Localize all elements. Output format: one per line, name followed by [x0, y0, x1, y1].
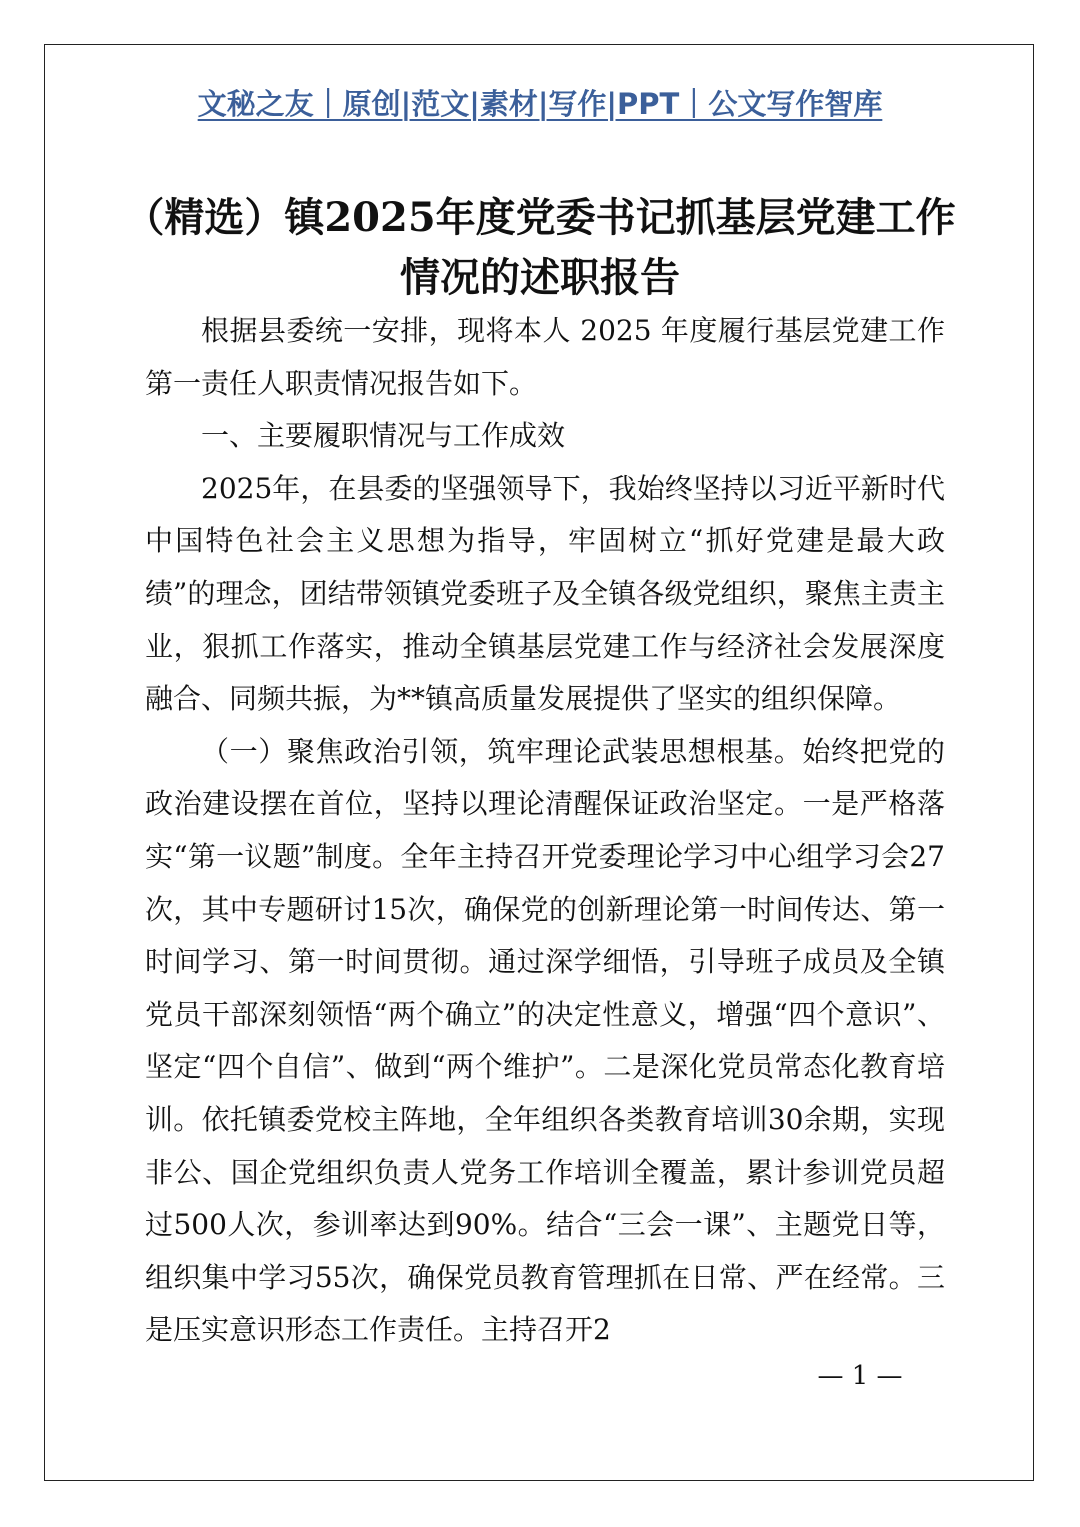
document-body: [145, 305, 945, 1357]
paragraph-intro: 根据县委统一安排，现将本人 2025 年度履行基层党建工作第一责任人职责情况报告如下。: [145, 314, 945, 400]
page-number: — 1 —: [817, 1361, 903, 1391]
header-banner[interactable]: 文秘之友｜原创|范文|素材|写作|PPT｜公文写作智库: [197, 87, 883, 121]
document-title: （精选）镇2025年度党委书记抓基层党建工作情况的述职报告: [124, 194, 956, 301]
paragraph-overview: 2025年，在县委的坚强领导下，我始终坚持以习近平新时代中国特色社会主义思想为指导，牢固树立“抓好党建是最大政绩”的理念，团结带领镇党委班子及全镇各级党组织，聚焦主责主业，狠抓工作落实，推动全镇基层党建工作与经济社会发展深度融合、同频共振，为**镇高质量发展提供了坚实的组织保障。: [145, 471, 945, 716]
section-heading: 一、主要履职情况与工作成效: [201, 419, 566, 453]
paragraph-political-guidance: （一）聚焦政治引领，筑牢理论武装思想根基。始终把党的政治建设摆在首位，坚持以理论清醒保证政治坚定。一是严格落实“第一议题”制度。全年主持召开党委理论学习中心组学习会27次，其中专题研讨15次，确保党的创新理论第一时间传达、第一时间学习、第一时间贯彻。通过深学细悟，引导班子成员及全镇党员干部深刻领悟“两个确立”的决定性意义，增强“四个意识”、坚定“四个自信”、做到“两个维护”。二是深化党员常态化教育培训。依托镇委党校主阵地，全年组织各类教育培训30余期，实现非公、国企党组织负责人党务工作培训全覆盖，累计参训党员超过500人次，参训率达到90%。结合“三会一课”、主题党日等，组织集中学习55次，确保党员教育管理抓在日常、严在经常。三是压实意识形态工作责任。主持召开2: [145, 734, 945, 1347]
